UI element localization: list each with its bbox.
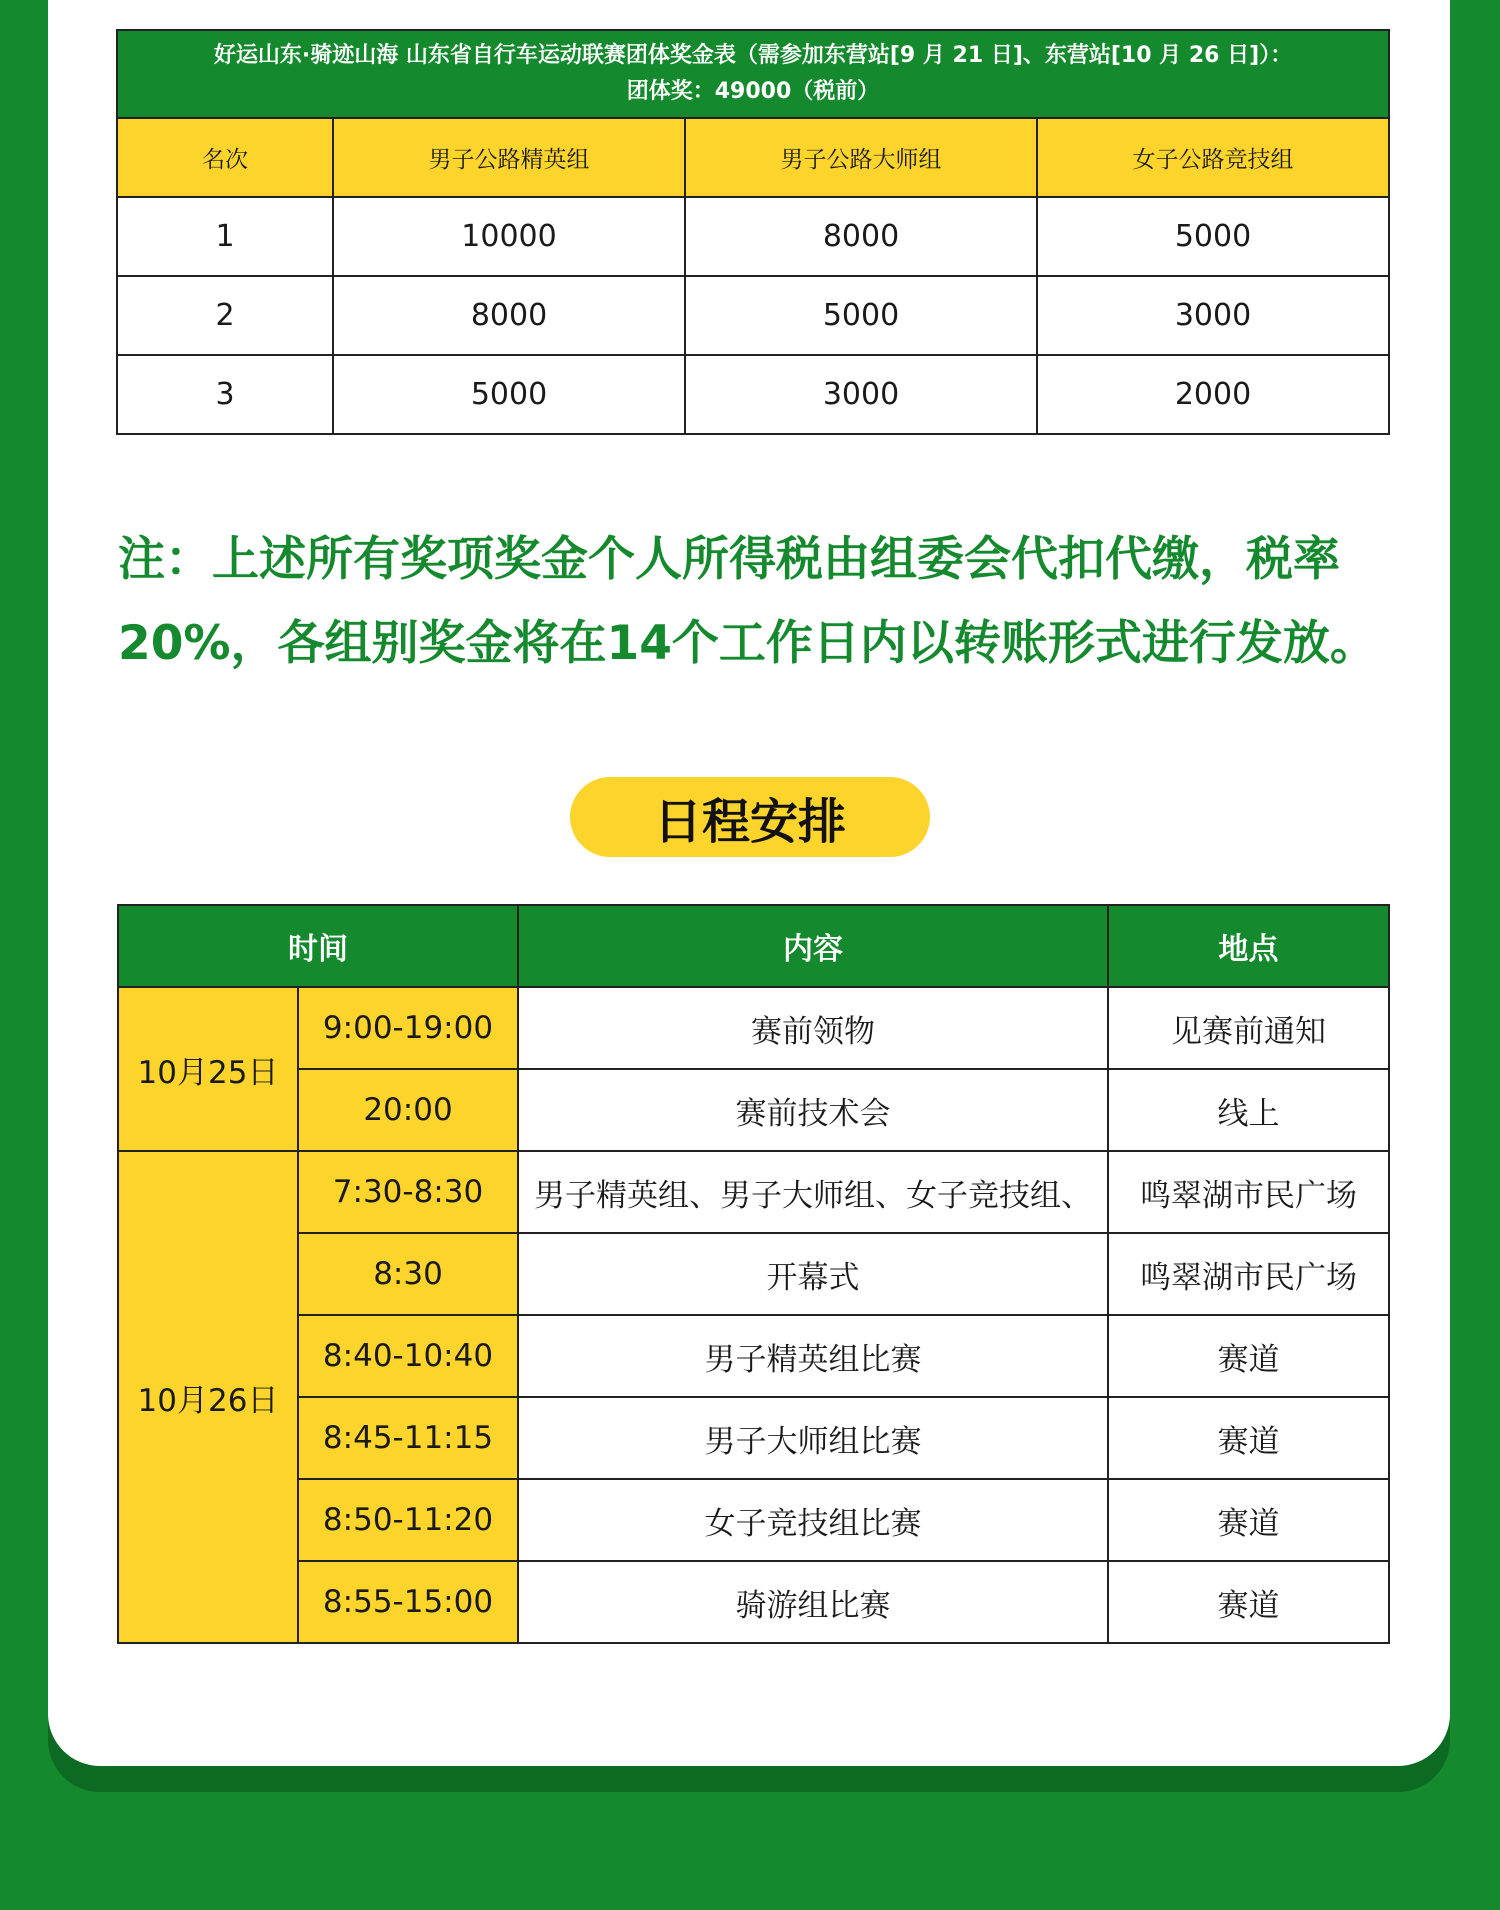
place-cell: 线上 <box>1108 1069 1389 1151</box>
prize-table-title-line2: 团体奖：49000（税前） <box>626 79 880 104</box>
content-cell: 赛前技术会 <box>518 1069 1108 1151</box>
table-row <box>118 1151 1389 1233</box>
table-row <box>118 1069 1389 1151</box>
time-cell: 8:30 <box>298 1233 518 1315</box>
prize-cell: 3000 <box>685 355 1037 434</box>
content-cell: 男子精英组、男子大师组、女子竞技组、 <box>518 1151 1108 1233</box>
date-cell: 10月26日 <box>118 1151 298 1643</box>
header-time: 时间 <box>118 905 518 987</box>
prize-cell: 5000 <box>333 355 685 434</box>
place-cell: 鸣翠湖市民广场 <box>1108 1233 1389 1315</box>
table-row <box>118 987 1389 1069</box>
header-content: 内容 <box>518 905 1108 987</box>
content-cell: 开幕式 <box>518 1233 1108 1315</box>
prize-cell: 8000 <box>333 276 685 355</box>
content-cell: 女子竞技组比赛 <box>518 1479 1108 1561</box>
tax-note-line1: 注：上述所有奖项奖金个人所得税由组委会代扣代缴，税率 <box>118 532 1340 587</box>
prize-table-title-line1: 好运山东·骑迹山海 山东省自行车运动联赛团体奖金表（需参加东营站[9 月 21 日]、东营站[10 月 26 日]）： <box>213 43 1293 68</box>
prize-cell: 2000 <box>1037 355 1389 434</box>
tax-note <box>118 518 1398 686</box>
prize-cell: 8000 <box>685 197 1037 276</box>
table-row <box>118 1315 1389 1397</box>
date-cell: 10月25日 <box>118 987 298 1151</box>
schedule-table <box>117 904 1390 1644</box>
rank-cell: 3 <box>117 355 333 434</box>
header-men-master: 男子公路大师组 <box>685 118 1037 197</box>
schedule-title-badge: 日程安排 <box>570 777 930 857</box>
tax-note-line2: 20%，各组别奖金将在14个工作日内以转账形式进行发放。 <box>118 616 1377 671</box>
time-cell: 7:30-8:30 <box>298 1151 518 1233</box>
place-cell: 见赛前通知 <box>1108 987 1389 1069</box>
prize-cell: 5000 <box>685 276 1037 355</box>
prize-table-header-row <box>117 118 1389 197</box>
content-cell: 骑游组比赛 <box>518 1561 1108 1643</box>
place-cell: 鸣翠湖市民广场 <box>1108 1151 1389 1233</box>
time-cell: 9:00-19:00 <box>298 987 518 1069</box>
table-row <box>118 1479 1389 1561</box>
table-row <box>118 1233 1389 1315</box>
prize-cell: 10000 <box>333 197 685 276</box>
prize-cell: 3000 <box>1037 276 1389 355</box>
time-cell: 8:55-15:00 <box>298 1561 518 1643</box>
table-row <box>118 1561 1389 1643</box>
header-men-elite: 男子公路精英组 <box>333 118 685 197</box>
place-cell: 赛道 <box>1108 1397 1389 1479</box>
content-cell: 男子精英组比赛 <box>518 1315 1108 1397</box>
content-cell: 男子大师组比赛 <box>518 1397 1108 1479</box>
prize-table-title <box>117 30 1389 118</box>
team-prize-table <box>116 29 1390 435</box>
table-row <box>117 197 1389 276</box>
table-row <box>117 355 1389 434</box>
time-cell: 20:00 <box>298 1069 518 1151</box>
table-row <box>117 276 1389 355</box>
header-place: 地点 <box>1108 905 1389 987</box>
place-cell: 赛道 <box>1108 1479 1389 1561</box>
place-cell: 赛道 <box>1108 1561 1389 1643</box>
time-cell: 8:40-10:40 <box>298 1315 518 1397</box>
rank-cell: 1 <box>117 197 333 276</box>
time-cell: 8:50-11:20 <box>298 1479 518 1561</box>
prize-cell: 5000 <box>1037 197 1389 276</box>
header-women-competitive: 女子公路竞技组 <box>1037 118 1389 197</box>
time-cell: 8:45-11:15 <box>298 1397 518 1479</box>
schedule-header-row <box>118 905 1389 987</box>
rank-cell: 2 <box>117 276 333 355</box>
header-rank: 名次 <box>117 118 333 197</box>
place-cell: 赛道 <box>1108 1315 1389 1397</box>
content-cell: 赛前领物 <box>518 987 1108 1069</box>
table-row <box>118 1397 1389 1479</box>
